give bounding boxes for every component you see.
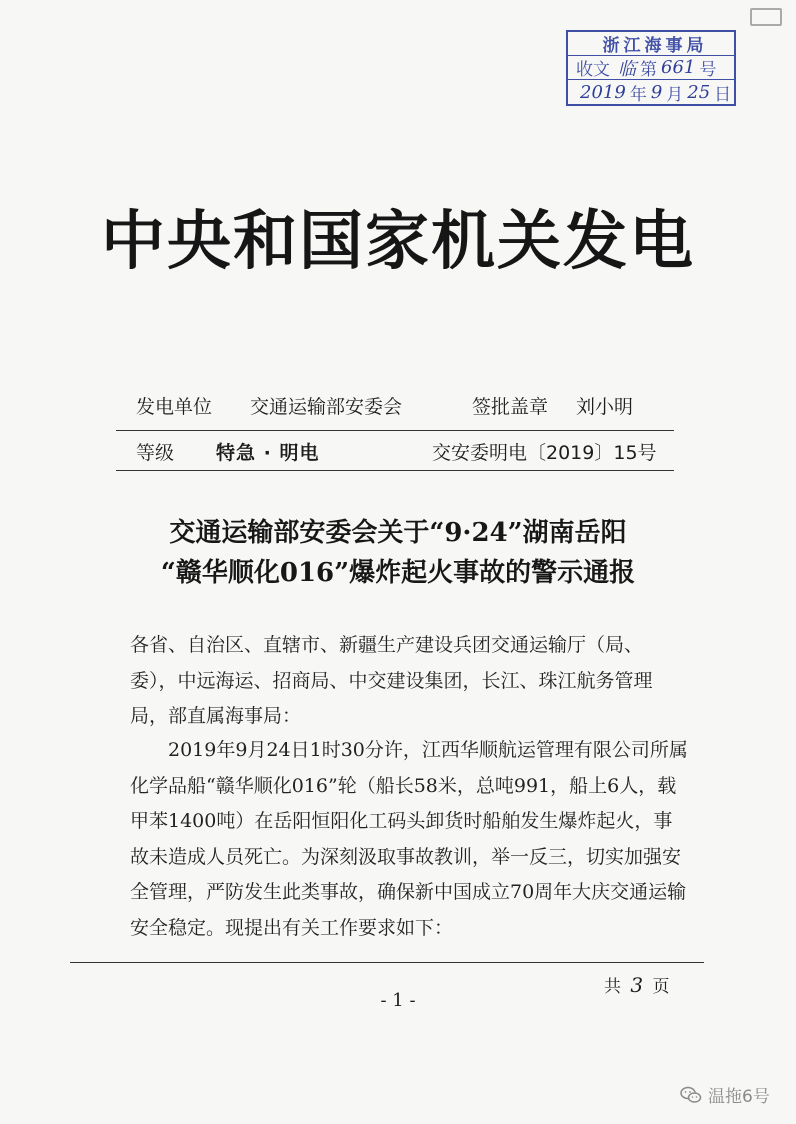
grade-label: 等级 xyxy=(136,442,175,464)
issuer-row xyxy=(132,392,670,428)
total-pages-suffix: 页 xyxy=(652,977,670,997)
stamp-day-unit: 日 xyxy=(714,84,732,105)
sign-value: 刘小明 xyxy=(576,396,634,418)
stamp-receipt-number: 661 xyxy=(661,57,696,78)
total-pages-prefix: 共 xyxy=(604,977,621,997)
watermark-text: 温拖6号 xyxy=(708,1087,770,1107)
grade-value: 特急 · 明电 xyxy=(216,442,320,464)
document-number: 交安委明电〔2019〕15号 xyxy=(432,442,657,464)
header-divider-2 xyxy=(116,470,674,471)
stamp-year-unit: 年 xyxy=(629,84,647,105)
stamp-date-month: 9 xyxy=(650,81,663,103)
stamp-month-unit: 月 xyxy=(666,84,684,105)
staple-mark xyxy=(750,8,782,26)
document-title-line-1: 交通运输部安委会关于“9·24”湖南岳阳 xyxy=(169,518,627,548)
stamp-date-row xyxy=(568,80,734,104)
total-pages-count: 3 xyxy=(630,973,644,997)
telegram-title: 中央和国家机关发电 xyxy=(101,204,695,279)
header-divider-1 xyxy=(116,430,674,431)
issuer-value: 交通运输部安委会 xyxy=(250,396,403,418)
stamp-receipt-mid: 第 xyxy=(640,60,657,80)
issuer-label: 发电单位 xyxy=(136,396,213,418)
grade-row xyxy=(132,438,670,470)
stamp-date-year: 2019 xyxy=(580,81,626,103)
stamp-org-row xyxy=(568,32,734,56)
body-paragraph-1: 2019年9月24日1时30分许，江西华顺航运管理有限公司所属化学品船“赣华顺化016”轮（船长58米，总吨991，船上6人，载甲苯1400吨）在岳阳恒阳化工码头卸货时船舶发生爆炸起火，事故未造成人员死亡。为深刻汲取事故教训，举一反三，切实加强安全管理，严防发生此类事故，确保新中国成立70周年大庆交通运输安全稳定。现提出有关工作要求如下： xyxy=(130,739,688,939)
page-number: - 1 - xyxy=(380,990,416,1011)
wechat-icon xyxy=(680,1086,702,1104)
stamp-org: 浙江海事局 xyxy=(602,36,708,56)
footer-divider xyxy=(70,962,704,963)
stamp-date-day: 25 xyxy=(687,81,711,103)
addressee: 各省、自治区、直辖市、新疆生产建设兵团交通运输厅（局、委），中远海运、招商局、中交建设集团，长江、珠江航务管理局，部直属海事局： xyxy=(130,634,653,727)
watermark xyxy=(680,1082,770,1107)
document-title-line-2: “赣华顺化016”爆炸起火事故的警示通报 xyxy=(160,558,636,588)
stamp-receipt-suffix: 号 xyxy=(699,60,717,80)
receipt-stamp xyxy=(566,30,736,106)
stamp-receipt-type: 临 xyxy=(618,58,636,80)
stamp-receipt-row xyxy=(568,56,734,80)
stamp-receipt-label: 收文 xyxy=(576,60,610,80)
sign-label: 签批盖章 xyxy=(472,396,549,418)
